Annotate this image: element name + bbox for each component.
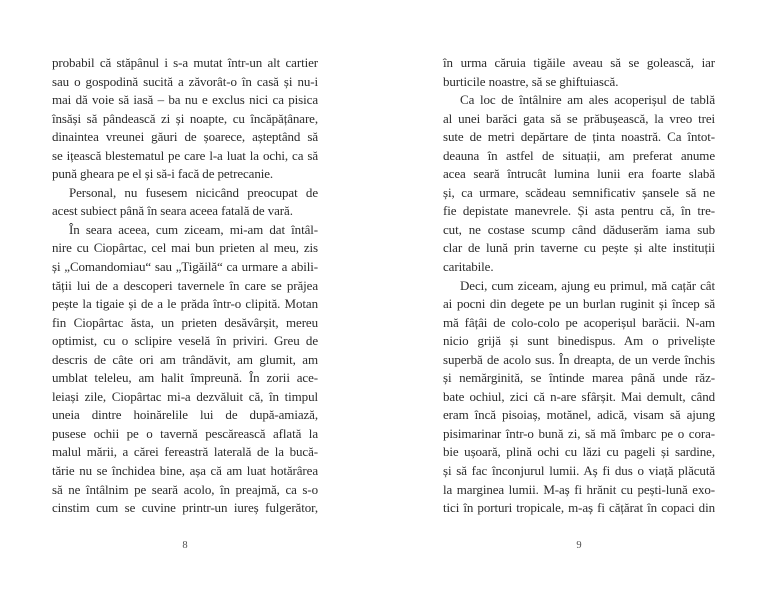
text-line: și, ca urmare, scădeau semnificativ șansele să ne: [443, 184, 715, 200]
text-line: pună gheara pe el și să-i facă de petrecanie.: [52, 166, 274, 182]
text-line: umblat teleleu, am halit împreună. În zorii ace-: [52, 370, 318, 386]
text-line: la marginea lumii. M-aș fi hrănit cu pești-lună exo-: [443, 481, 715, 497]
text-line: pisimarinar într-o bună zi, să mă îmbarc pe o cora-: [443, 425, 715, 441]
text-line: descris de câte ori am trândăvit, am glumit, am: [52, 351, 318, 367]
page-number-left: 8: [182, 540, 188, 551]
text-line: tății lui de a descoperi tavernele în care se prăjea: [52, 277, 318, 293]
text-line: ai pocni din degete pe un burlan ruginit și încep să: [443, 296, 715, 312]
text-line: mai dă voie să iasă – ba nu e exclus nici ca pisica: [52, 92, 318, 108]
page-number-right: 9: [576, 540, 582, 551]
text-line: al unei barăci gata să se prăbușească, la vreo trei: [443, 110, 715, 126]
text-line: cinstim cum se cuvine printr-un iureș fulgerător,: [52, 500, 318, 516]
text-line: Deci, cum ziceam, ajung eu primul, mă cațăr cât: [460, 277, 715, 293]
text-line: fin Ciopârtac ăsta, un prieten desăvârșit, mereu: [52, 314, 318, 330]
text-line: malul mării, a cărei fereastră laterală de la bucă-: [52, 444, 318, 460]
page-right-text-column: [443, 54, 715, 518]
text-line: burticile noastre, să se ghiftuiască.: [443, 73, 619, 89]
text-line: sute de metri depărtare de ținta noastră. Ca întot-: [443, 129, 715, 145]
text-line: Personal, nu fusesem nicicând preocupat de: [69, 184, 318, 200]
text-line: leiași zile, Ciopârtac mi-a dezvăluit că, în timpul: [52, 388, 318, 404]
text-line: optimist, cu o sclipire veselă în priviri. Greu de: [52, 333, 318, 349]
text-line: acea seară întrucât lumina lunii era foarte slabă: [443, 166, 715, 182]
text-line: bate ochiul, zici că n-are sfârșit. Mai demult, când: [443, 388, 715, 404]
text-line: mă fâțâi de colo-colo pe acoperișul barăcii. N-am: [443, 314, 715, 330]
text-line: cut, ne costase scump când dăduserăm iama sub: [443, 221, 715, 237]
text-line: și nemărginită, se întinde marea până unde răz-: [443, 370, 715, 386]
text-line: clar de lună prin taverne cu pește și alte instituții: [443, 240, 715, 256]
text-line: probabil că stăpânul i s-a mutat într-un alt cartier: [52, 55, 318, 70]
text-line: și să fac înconjurul lumii. Aș fi dus o viață plăcută: [443, 463, 715, 479]
text-line: uneia dintre hoinărelile lui de după-amiază,: [52, 407, 318, 423]
text-line: însăși să pândească zi și noapte, cu încăpățânare,: [52, 110, 318, 126]
text-line: să ne întâlnim pe seară acolo, în preajmă, ca s-o: [52, 481, 318, 497]
text-line: tărie nu se închidea bine, așa că am luat hotărârea: [52, 463, 318, 479]
text-line: superbă de acolo sus. În dreapta, de un verde închis: [443, 351, 715, 367]
text-line: Ca loc de întâlnire am ales acoperișul de tablă: [460, 92, 715, 108]
page-right: [384, 0, 768, 591]
text-line: pește la tigaie și de a le prăda într-o clipită. Motan: [52, 296, 318, 312]
text-line: sau o gospodină sucită a zăvorât-o în casă și nu-i: [52, 73, 318, 89]
page-left-text-column: [52, 54, 318, 518]
text-line: fie depistate manevrele. Și asta pentru că, în tre-: [443, 203, 715, 219]
text-line: pusese ochii pe o tavernă pescărească aflată la: [52, 425, 318, 441]
text-line: eram încă pisoiaș, motănel, adică, visam să ajung: [443, 407, 715, 423]
text-line: și „Comandomiau“ sau „Tigăilă“ ca urmare a abili-: [52, 259, 318, 275]
text-line: deauna în astfel de situații, am preferat anume: [443, 147, 715, 163]
text-line: tici în porturi tropicale, m-aș fi cățărat în copaci din: [443, 500, 715, 516]
text-line: se ițească blestematul pe care l-a luat la ochi, ca să: [52, 147, 318, 163]
text-line: dinaintea vreunei găuri de șoarece, așteptând să: [52, 129, 318, 145]
text-line: nicio grijă și sunt binedispus. Am o priveliște: [443, 333, 715, 349]
text-line: acest subiect până în seara aceea fatală de vară.: [52, 203, 293, 219]
text-line: În seara aceea, cum ziceam, mi-am dat întâl-: [69, 221, 318, 237]
text-line: caritabile.: [443, 259, 494, 275]
text-line: în urma căruia tigăile aveau să se golească, iar: [443, 55, 715, 70]
text-line: nire cu Ciopârtac, cel mai bun prieten al meu, zis: [52, 240, 318, 256]
text-line: bie ușoară, plină ochi cu lăzi cu pageli și sardine,: [443, 444, 715, 460]
